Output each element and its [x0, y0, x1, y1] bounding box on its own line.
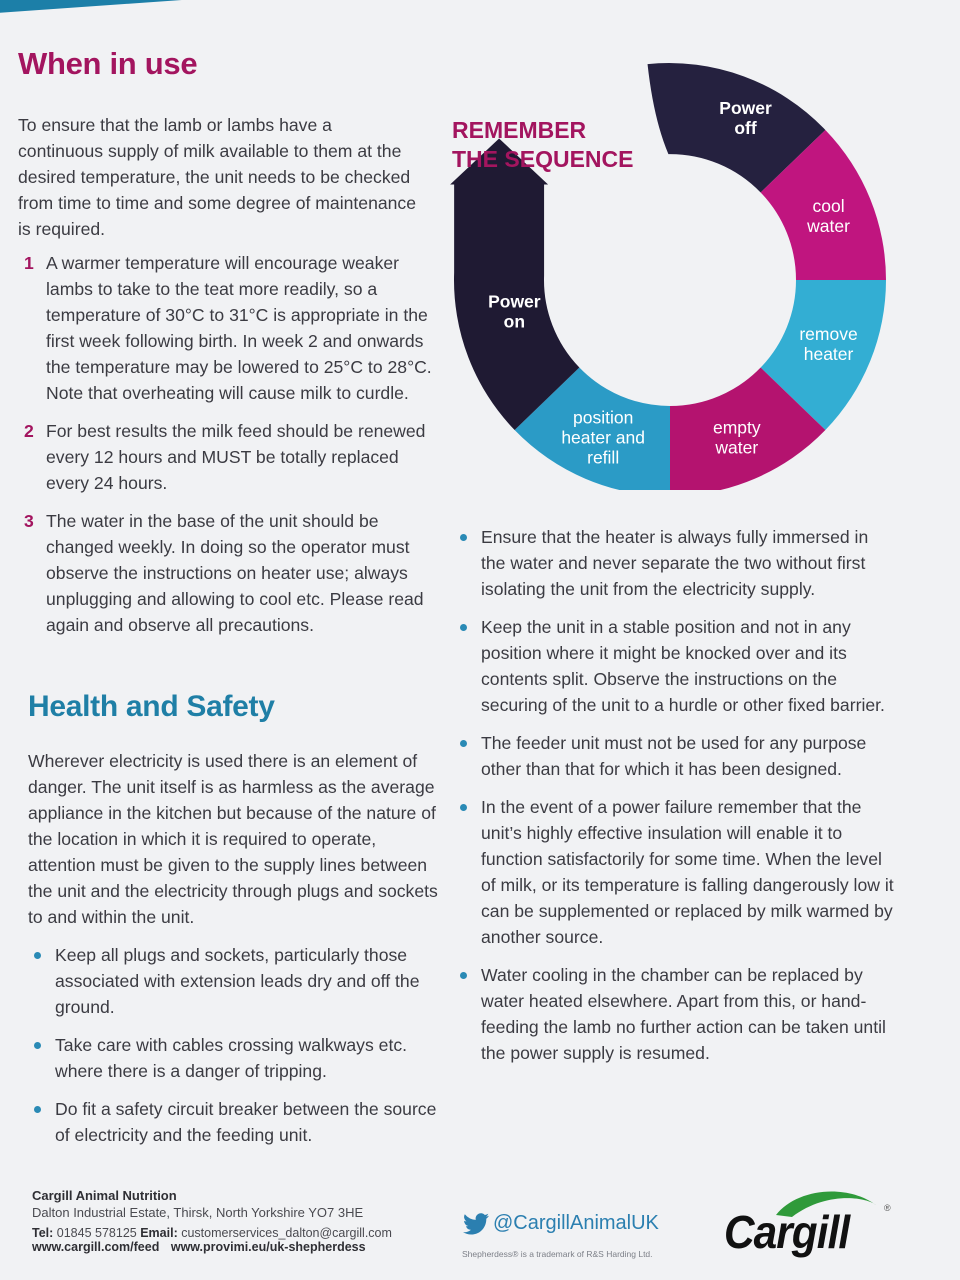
- web-link-provimi[interactable]: www.provimi.eu/uk-shepherdess: [170, 1240, 366, 1254]
- sequence-step-label: Power off: [719, 97, 772, 138]
- bullet-text: Take care with cables crossing walkways etc. where there is a danger of tripping.: [55, 1035, 408, 1081]
- company-address: Dalton Industrial Estate, Thirsk, North Yorkshire YO7 3HE: [32, 1205, 364, 1220]
- bullet-text: Ensure that the heater is always fully immersed in the water and never separate the two without first isolating the unit from the electricity supply.: [481, 527, 869, 599]
- bullet-text: Water cooling in the chamber can be replaced by water heated elsewhere. Apart from this, or hand-feeding the lamb no further action can be taken until the power supply is resumed.: [481, 965, 886, 1063]
- item-text: For best results the milk feed should be renewed every 12 hours and MUST be totally replaced every 24 hours.: [46, 421, 426, 493]
- tel-label: Tel:: [32, 1226, 54, 1240]
- maintenance-list: [24, 250, 434, 650]
- bullet-dot-icon: [460, 804, 467, 811]
- bullet-item: [456, 614, 896, 718]
- left-safety-bullets: [30, 942, 440, 1160]
- when-in-use-heading: When in use: [18, 46, 198, 81]
- logo-registered-mark: ®: [884, 1203, 891, 1213]
- bullet-item: [30, 942, 440, 1020]
- health-safety-intro: Wherever electricity is used there is an element of danger. The unit itself is as harmless as the average appliance in the kitchen but because of the nature of the location in which it is required to operate, attention must be given to the supply lines between the unit and the electricity through plugs and sockets to and within the unit.: [28, 751, 438, 927]
- footer-contact: [32, 1188, 392, 1254]
- corner-color-band: [0, 0, 302, 14]
- bullet-text: Do fit a safety circuit breaker between the source of electricity and the feeding unit.: [55, 1099, 437, 1145]
- web-links: [32, 1240, 392, 1254]
- bullet-item: [30, 1096, 440, 1148]
- bullet-dot-icon: [460, 534, 467, 541]
- item-text: The water in the base of the unit should be changed weekly. In doing so the operator must observe the instructions on heater use; always unplugging and allowing to cool etc. Please read again and observe all precautions.: [46, 511, 424, 635]
- email-link[interactable]: customerservices_dalton@cargill.com: [181, 1226, 392, 1240]
- bullet-text: Keep the unit in a stable position and not in any position where it might be knocked over and its contents split. Observe the instructions on the securing of the unit to a hurdle or other fixed barrier.: [481, 617, 885, 715]
- sequence-title-line: REMEMBER: [452, 117, 587, 143]
- maintenance-item: [24, 418, 434, 496]
- tel-number[interactable]: 01845 578125: [56, 1226, 137, 1240]
- email-label: Email:: [140, 1226, 178, 1240]
- bullet-text: In the event of a power failure remember that the unit’s highly effective insulation will enable it to function satisfactorily for some time. When the level of milk, or its temperature is falling dangerously low it can be supplemented or replaced by milk warmed by another source.: [481, 797, 894, 947]
- twitter-bird-icon: [463, 1213, 489, 1235]
- sequence-title: [452, 116, 633, 174]
- maintenance-item: [24, 508, 434, 638]
- bullet-text: The feeder unit must not be used for any purpose other than that for which it has been designed.: [481, 733, 867, 779]
- right-safety-bullets: [456, 524, 896, 1078]
- sequence-step-label: Power on: [488, 291, 541, 332]
- bullet-item: [456, 730, 896, 782]
- bullet-dot-icon: [34, 1106, 41, 1113]
- sequence-step-label: remove heater: [799, 324, 858, 365]
- item-number: 2: [24, 421, 34, 441]
- bullet-item: [456, 794, 896, 950]
- contact-line: [32, 1226, 392, 1240]
- bullet-dot-icon: [460, 740, 467, 747]
- sequence-step-label: cool water: [807, 195, 850, 236]
- bullet-item: [456, 962, 896, 1066]
- logo-wordmark: Cargill: [724, 1206, 850, 1258]
- item-number: 3: [24, 511, 34, 531]
- item-number: 1: [24, 253, 34, 273]
- item-text: A warmer temperature will encourage weaker lambs to take to the teat more readily, so a temperature of 30°C to 31°C is appropriate in the first week following birth. In week 2 and onwards the temperature may be lowered to 25°C to 28°C. Note that overheating will cause milk to curdle.: [46, 253, 432, 403]
- sequence-title-line: THE SEQUENCE: [452, 146, 634, 172]
- trademark-note: Shepherdess® is a trademark of R&S Harding Ltd.: [462, 1249, 653, 1259]
- bullet-item: [30, 1032, 440, 1084]
- company-name: Cargill Animal Nutrition: [32, 1188, 177, 1203]
- bullet-dot-icon: [34, 1042, 41, 1049]
- bullet-dot-icon: [34, 952, 41, 959]
- twitter-handle-link[interactable]: [463, 1212, 659, 1235]
- sequence-step-label: empty water: [712, 417, 761, 458]
- twitter-handle: @CargillAnimalUK: [493, 1212, 659, 1234]
- bullet-dot-icon: [460, 972, 467, 979]
- health-safety-heading: Health and Safety: [28, 690, 275, 723]
- bullet-text: Keep all plugs and sockets, particularly those associated with extension leads dry and off the ground.: [55, 945, 420, 1017]
- bullet-dot-icon: [460, 624, 467, 631]
- when-in-use-intro: To ensure that the lamb or lambs have a continuous supply of milk available to them at the desired temperature, the unit needs to be checked from time to time and some degree of maintenance is required.: [18, 115, 417, 239]
- sequence-step-label: position heater and refill: [561, 407, 646, 468]
- web-link-cargill[interactable]: www.cargill.com/feed: [32, 1240, 160, 1254]
- maintenance-item: [24, 250, 434, 406]
- bullet-item: [456, 524, 896, 602]
- cargill-logo: [716, 1183, 906, 1263]
